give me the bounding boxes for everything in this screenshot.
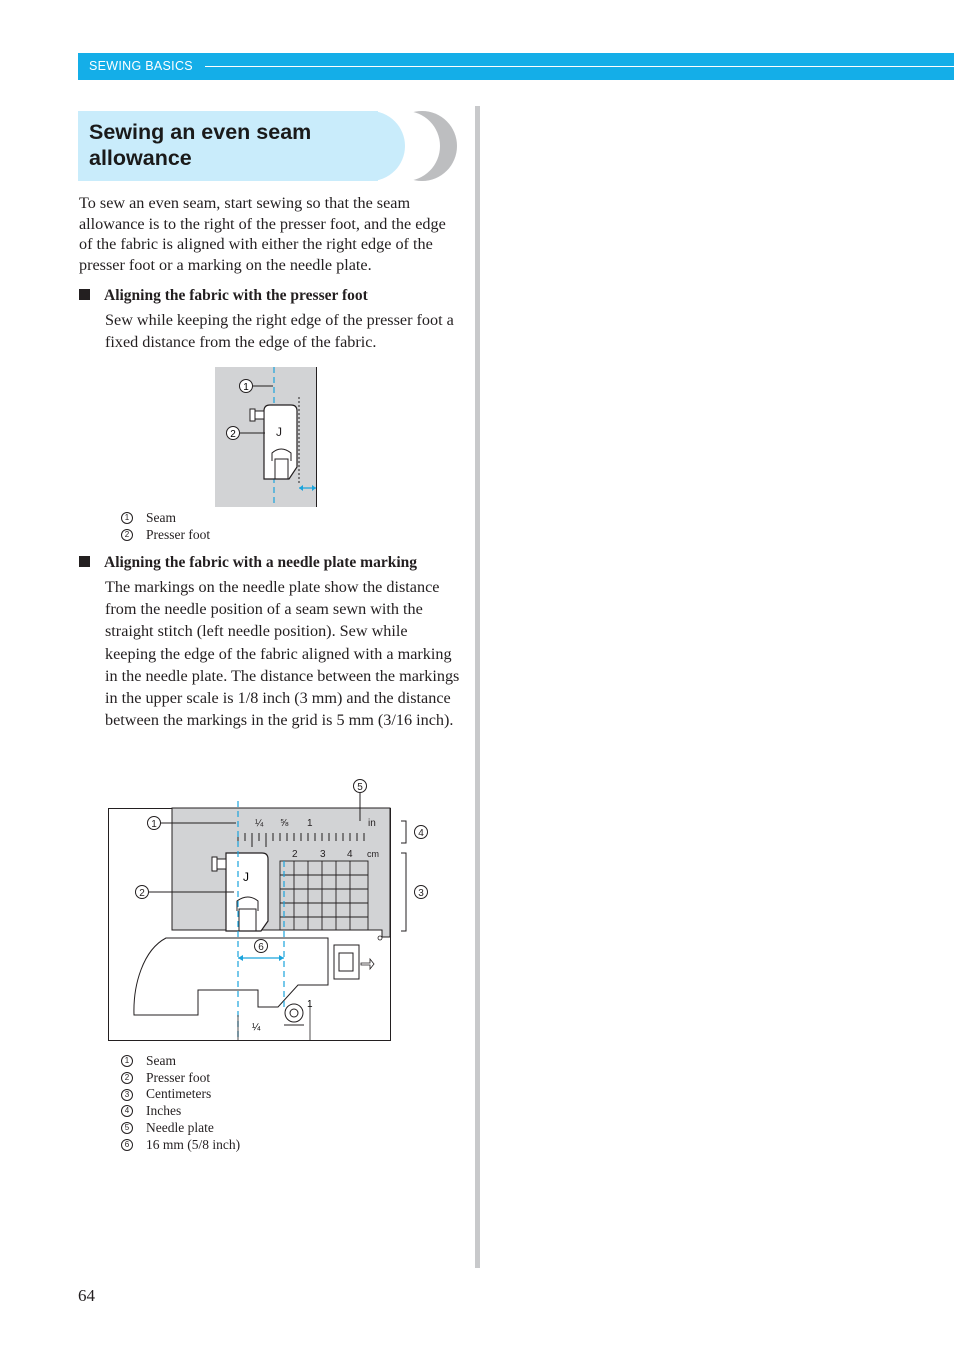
svg-text:1: 1 [151, 819, 157, 830]
svg-text:1: 1 [243, 382, 249, 393]
svg-text:5: 5 [357, 782, 363, 793]
legend-item [121, 510, 210, 527]
section-title-box [78, 111, 458, 181]
subheading-needle-plate [79, 553, 417, 573]
presser-foot-shape [264, 405, 297, 479]
svg-text:3: 3 [418, 888, 424, 899]
intro-paragraph: To sew an even seam, start sewing so that the seam allowance is to the right of the presser foot, and the edge of the fabric is aligned with either the right edge of the presser foot or a marking on the needle plate. [79, 194, 446, 274]
legend-number: 5 [121, 1122, 133, 1134]
svg-text:2: 2 [230, 429, 236, 440]
legend-number: 3 [121, 1089, 133, 1101]
needle-plate-paragraph: The markings on the needle plate show the distance from the needle position of a seam sewn with the straight stitch (left needle position). Sew while keeping the edge of the fabric aligned with a marking in the needle plate. The distance between the markings in the upper scale is 1/8 inch (3 mm) and the distance between the markings in the grid is 5 mm (3/16 inch). [105, 578, 460, 730]
svg-text:2: 2 [139, 888, 145, 899]
legend-number: 4 [121, 1105, 133, 1117]
svg-text:6: 6 [258, 942, 264, 953]
legend-number: 6 [121, 1139, 133, 1151]
page-title-line-1: Sewing an even seam [89, 120, 312, 144]
legend-label: Presser foot [146, 1069, 211, 1085]
inch-mark-quarter: ¼ [255, 818, 264, 829]
legend-item [121, 1103, 240, 1120]
lower-mark-quarter: ¼ [252, 1022, 261, 1033]
foot-letter: J [276, 425, 282, 439]
inch-mark-one: 1 [307, 818, 313, 829]
legend-item [121, 1120, 240, 1137]
legend-item [121, 1053, 240, 1070]
legend-item [121, 1086, 240, 1103]
cm-mark-4: 4 [347, 849, 353, 860]
legend-label: Inches [146, 1103, 182, 1119]
header-rule [205, 66, 954, 67]
needle-plate-legend [121, 1053, 240, 1153]
section-header-label: SEWING BASICS [89, 59, 193, 73]
needle-plate-figure [108, 775, 428, 1042]
page-number: 64 [78, 1286, 95, 1305]
bullet-square-icon [79, 556, 90, 567]
lower-mark-one: 1 [307, 999, 313, 1010]
legend-label: Seam [146, 1053, 176, 1068]
legend-number: 1 [121, 512, 133, 524]
subheading-needle-plate-text: Aligning the fabric with a needle plate marking [104, 554, 418, 571]
column-divider [475, 106, 480, 1268]
legend-item [121, 1070, 240, 1087]
presser-foot-paragraph: Sew while keeping the right edge of the presser foot a fixed distance from the edge of the fabric. [105, 311, 454, 352]
inch-unit-label: in [368, 818, 376, 829]
bullet-square-icon [79, 289, 90, 300]
legend-item [121, 527, 210, 544]
legend-label: Needle plate [146, 1119, 214, 1135]
subheading-presser-foot-text: Aligning the fabric with the presser foot [104, 287, 368, 304]
presser-foot-legend [121, 510, 210, 543]
legend-number: 1 [121, 1055, 133, 1067]
legend-label: 16 mm (5/8 inch) [146, 1136, 241, 1152]
legend-number: 2 [121, 529, 133, 541]
foot-letter: J [243, 870, 249, 884]
page-title-line-2: allowance [89, 146, 192, 170]
legend-item [121, 1137, 240, 1154]
legend-label: Centimeters [146, 1086, 212, 1102]
legend-number: 2 [121, 1072, 133, 1084]
legend-label: Seam [146, 510, 176, 525]
cm-unit-label: cm [367, 849, 379, 859]
cm-mark-3: 3 [320, 849, 326, 860]
section-header-bar [78, 53, 954, 80]
page-title [89, 119, 389, 171]
inch-mark-five-eighths: ⅝ [280, 818, 289, 829]
subheading-presser-foot [79, 286, 368, 306]
legend-label: Presser foot [146, 526, 211, 542]
presser-foot-figure [215, 367, 318, 508]
svg-text:4: 4 [418, 828, 424, 839]
cm-mark-2: 2 [292, 849, 298, 860]
